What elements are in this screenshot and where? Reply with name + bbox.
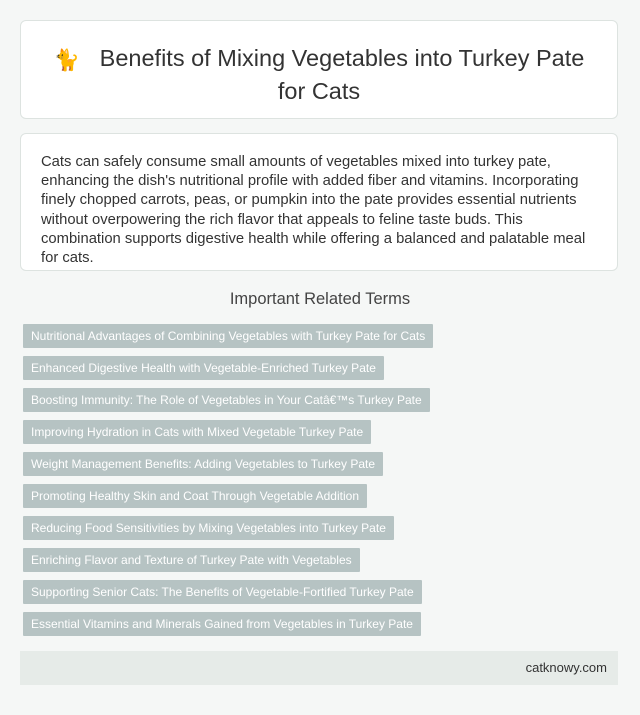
related-term-link[interactable]: Promoting Healthy Skin and Coat Through Vegetable Addition: [23, 484, 367, 508]
related-terms-heading: Important Related Terms: [229, 290, 411, 308]
related-term-link[interactable]: Enhanced Digestive Health with Vegetable-Enriched Turkey Pate: [23, 356, 384, 380]
footer-site-link[interactable]: catknowy.com: [525, 660, 607, 675]
related-term-link[interactable]: Reducing Food Sensitivities by Mixing Vegetables into Turkey Pate: [23, 516, 394, 540]
related-term-link[interactable]: Essential Vitamins and Minerals Gained from Vegetables in Turkey Pate: [23, 612, 421, 636]
description-text: Cats can safely consume small amounts of vegetables mixed into turkey pate, enhancing the dish's nutritional profile with added fiber and vitamins. Incorporating finely chopped carrots, peas, or pumpkin into the pate provides essential nutrients without overpowering the rich flavor that appeals to feline taste buds. This combination supports digestive health while offering a balanced and palatable meal for cats.: [41, 154, 586, 267]
related-term-link[interactable]: Improving Hydration in Cats with Mixed Vegetable Turkey Pate: [23, 420, 371, 444]
related-term-link[interactable]: Weight Management Benefits: Adding Vegetables to Turkey Pate: [23, 452, 383, 476]
title-card: [20, 20, 618, 119]
footer-bar: [20, 651, 618, 685]
related-terms-list: [23, 324, 623, 644]
description-card: [20, 133, 618, 271]
related-term-link[interactable]: Nutritional Advantages of Combining Vegetables with Turkey Pate for Cats: [23, 324, 433, 348]
related-term-link[interactable]: Boosting Immunity: The Role of Vegetables in Your Catâ€™s Turkey Pate: [23, 388, 430, 412]
page-title: [49, 43, 589, 106]
related-term-link[interactable]: Enriching Flavor and Texture of Turkey Pate with Vegetables: [23, 548, 360, 572]
page-title-text: Benefits of Mixing Vegetables into Turkey Pate for Cats: [99, 45, 585, 104]
related-term-link[interactable]: Supporting Senior Cats: The Benefits of Vegetable-Fortified Turkey Pate: [23, 580, 422, 604]
cat-icon: 🐈: [53, 49, 80, 72]
